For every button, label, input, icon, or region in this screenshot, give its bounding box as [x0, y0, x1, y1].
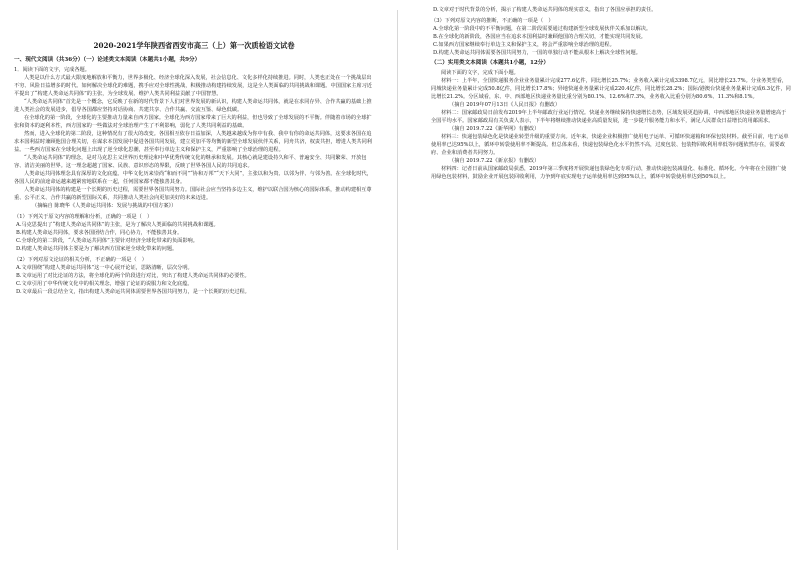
passage-paragraph: “人类命运共同体”的理念，是对马克思主义世界历史理论和中华优秀传统文化的继承和发展。其核心就是建设持久和平、普遍安全、共同繁荣、开放包容、清洁美丽的世界。这一理念超越了国家、民族、意识形态的界限，反映了世界各国人民的共同追求。: [14, 155, 367, 169]
question-2: （2）下列对原文论证的相关分析，不正确的一项是（ ）: [14, 257, 147, 263]
material-label: 材料三：: [441, 134, 462, 140]
right-column: [431, 6, 791, 181]
left-column: [14, 6, 374, 296]
section-heading-1: 一、现代文阅读（共36分）（一）论述类文本阅读（本题共1小题，共9分）: [14, 57, 201, 63]
passage-paragraph: 然而，进入全球化的第二阶段，这种情况有了很大的改变。各国相互依存日益加深，人类越来越成为你中有我、我中有你的命运共同体，这要求各国在追求本国利益时兼顾他国合理关切，在谋求本国发展中促进各国共同发展，建立更加平等均衡的新型全球发展伙伴关系，同舟共济，权责共担，增进人类共同利益。一些西方国家在全球化问题上出现了逆全球化思潮，甚至奉行单边主义和保护主义，严重影响了全球治理的进程。: [14, 131, 372, 153]
material-label: 材料四：: [441, 166, 462, 172]
material-block: [431, 109, 791, 125]
material-label: 材料二：: [441, 110, 462, 116]
question-3-option: A.全球化第一阶段中的不平衡问题，在第二阶段需要通过构建新型全球发展伙伴关系加以解决。: [433, 26, 652, 32]
question-3: （3）下列对原文内容的推断，不正确的一项是（ ）: [431, 18, 554, 24]
material-text: 上半年，全国快递服务企业业务量累计完成277.6亿件，同比增长25.7%；业务收入累计完成3398.7亿元，同比增长23.7%。分业务类型看，同城快递业务量累计完成50.8亿件，同比增长17.8%；异地快递业务量累计完成220.4亿件，同比增长28.2%；国际/港澳台快递业务量累计完成6.3亿件，同比增长21.2%。分区域看，东、中、西部地区快递业务量比重分别为80.1%、12.6%和7.3%，业务收入比重分别为80.6%、11.3%和8.1%。: [431, 78, 791, 100]
material-text: 快递包装绿色化是快递业转型升级的重要方向。近年来，快递企业积极推广使用电子运单、可循环快递箱和环保包装材料。截至目前，电子运单使用率已达95%以上，循环中转袋使用率不断提高。但总体来看，快递包装绿色化水平仍然不高，过度包装、包装物回收利用率低等问题依然存在，需要政府、企业和消费者共同努力。: [431, 134, 789, 156]
material-block: [431, 165, 791, 181]
question-1-option: D.构建人类命运共同体主要是为了解决西方国家逆全球化带来的问题。: [16, 246, 178, 252]
question-3-option: C.如果西方国家继续奉行单边主义和保护主义，将会严重影响全球治理的进程。: [433, 42, 615, 48]
question-1-option: B.构建人类命运共同体，要求各国团结合作，同心协力，不能独善其身。: [16, 230, 183, 236]
reading-intro-2: 阅读下面的文字，完成下面小题。: [441, 70, 519, 76]
passage-paragraph: 在全球化的第一阶段，全球化的主要推动力量来自西方国家。全球化为西方国家带来了巨大的利益，但也导致了全球发展的不平衡。伴随着市场的全球扩张和资本的逐利本性，西方国家的一些做法对全球治理产生了不利影响，弱化了人类共同利益的基础。: [14, 115, 372, 129]
material-text: 国家邮政局日前发布2019年上半年邮政行业运行情况。快递业务继续保持快速增长态势，区域发展更趋协调，中西部地区快递业务量增速高于全国平均水平。国家邮政局有关负责人表示，下半年将继续推动快递业高质量发展，进一步提升服务能力和水平，满足人民群众日益增长的用邮需求。: [431, 110, 787, 124]
material-block: [431, 77, 791, 101]
passage-paragraph: 人类命运共同体的构建是一个长期的历史过程，需要世界各国共同努力。国际社会应当坚持多边主义，维护以联合国为核心的国际体系，推动构建相互尊重、公平正义、合作共赢的新型国际关系，共同推动人类社会向更加美好的未来迈进。: [14, 187, 372, 201]
material-source: （摘自 2019年07月13日《人民日报》有删改）: [449, 102, 561, 108]
column-divider: [397, 10, 398, 550]
material-text: 记者日前从国家邮政局获悉，2019年第三季度将开展快递包装绿色化专项行动，推动快递包装减量化、标准化、循环化。今年将在全国推广使用绿色包装材料，鼓励企业开展包装回收利用，力争到年底实现电子运单使用率达到95%以上，循环中转袋使用率达到50%以上。: [431, 166, 787, 180]
passage-source: （摘编自 陈晓华《人类命运共同体：发展与挑战的中国方案》）: [32, 203, 177, 209]
section-heading-2: （二）实用类文本阅读（本题共1小题，12分）: [431, 60, 549, 66]
question-2-option: A.文章围绕“构建人类命运共同体”这一中心展开论证，思路清晰，层次分明。: [16, 265, 193, 271]
material-block: [431, 133, 791, 157]
question-3-option: B.在全球化的新阶段，各国应当在追求本国利益时兼顾他国的合理关切，才能实现共同发展。: [433, 34, 646, 40]
reading-intro: 1．阅读下面的文字，完成各题。: [14, 67, 90, 73]
question-2-option: B.文章运用了对比论证的方法，将全球化的两个阶段进行对比，突出了构建人类命运共同体的必要性。: [16, 273, 250, 279]
material-label: 材料一：: [441, 78, 462, 84]
material-source: （摘自 2019.7.22《新京报》有删改）: [449, 158, 540, 164]
passage-paragraph: 人类命运共同体理念具有深厚的文化底蕴。中华文化历来崇尚“和而不同”“协和万邦”“天下大同”，主张以和为贵、以邻为伴、与邻为善。在全球化时代，各国人民的前途命运越来越紧密地联系在一起，任何国家都不能独善其身。: [14, 171, 372, 185]
question-1-option: C.全球化的第二阶段，“人类命运共同体”主要针对经济全球化带来的负面影响。: [16, 238, 198, 244]
question-2-option-continued: D.文章对于时代背景的分析，揭示了构建人类命运共同体的现实意义，指出了各国应承担的责任。: [433, 7, 657, 13]
passage-paragraph: 人类是以什么方式最大限度地解放和平衡力，世界多极化、经济全球化深入发展，社会信息化、文化多样化持续推进。同时，人类也正处在一个挑战层出不穷、风险日益增多的时代。如何解决全球化的难题，携手应对全球性挑战，积极推动构建持续发展，这是全人类面临的共同挑战和课题。中国国家主席习近平提出了“构建人类命运共同体”的主张，为全球发展、维护人类共同利益贡献了中国智慧。: [14, 75, 372, 97]
material-source: （摘自 2019.7.22《新华网》有删改）: [449, 126, 540, 132]
question-2-option: D.文章最后一段总结全文，指出构建人类命运共同体需要世界各国共同努力，是一个长期的历史过程。: [16, 289, 250, 295]
question-3-option: D.构建人类命运共同体需要各国共同努力，一国的单独行动不能从根本上解决全球性问题。: [433, 50, 641, 56]
question-1-option: A.马克思提出了“构建人类命运共同体”的主张，是为了解决人类面临的共同挑战和课题。: [16, 222, 219, 228]
question-1: （1）下列关于原文内容的理解和分析，正确的一项是（ ）: [14, 214, 153, 220]
passage-paragraph: “人类命运共同体”首先是一个概念，它反映了在新的时代背景下人们对世界发展的新认识，构建人类命运共同体，就是在求同存异、合作共赢的基础上推进人类社会的发展进步，倡导各国都应坚持对话协商、共建共享、合作共赢、交流互鉴、绿色低碳。: [14, 99, 372, 113]
question-2-option: C.文章引用了中华传统文化中的相关理念，增强了论证的说服力和文化底蕴。: [16, 281, 193, 287]
exam-title: 2020-2021学年陕西省西安市高三（上）第一次质检语文试卷: [93, 41, 295, 50]
